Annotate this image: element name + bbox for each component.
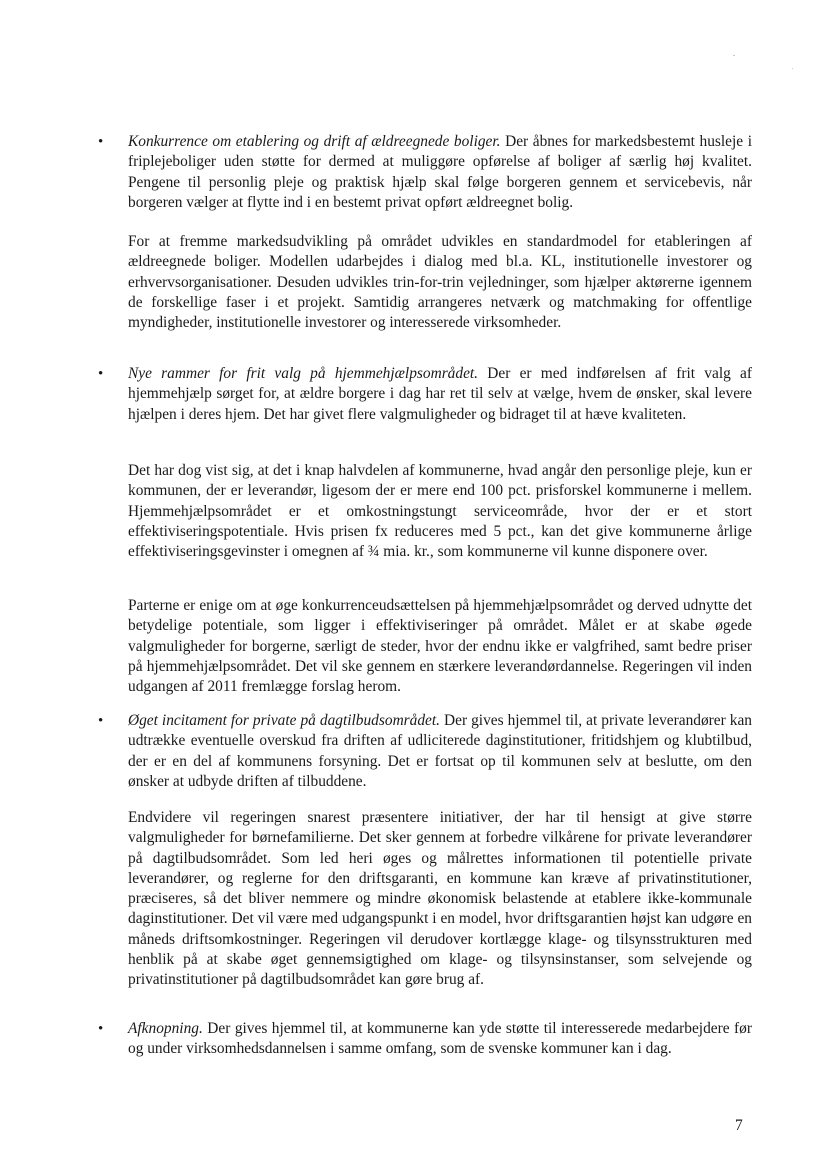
item-heading: Afknopning.	[128, 1020, 203, 1037]
paragraph-text: Det har dog vist sig, at det i knap halvdelen af kommunerne, hvad angår den personlige pleje, kun er kommunen, der er leverandør, ligesom der er mere end 100 pct. prisforskel kommunerne i mellem. Hjemmehjælpsområdet er et omkostningstungt serviceområde, hvor der er et stort effektiviseringspotentiale. Hvis prisen fx reduceres med 5 pct., kan det give kommunerne årlige effektiviseringsgevinster i omegnen af ¾ mia. kr., som kommunerne vil kunne disponere over.	[128, 462, 752, 561]
item-heading: Øget incitament for private på dagtilbudsområdet.	[128, 712, 441, 729]
list-item	[128, 711, 752, 792]
list-item	[128, 364, 752, 425]
scan-speck	[733, 55, 735, 56]
bullet-point: •	[98, 134, 104, 150]
bullet-point: •	[98, 366, 104, 382]
paragraph-text: Endvidere vil regeringen snarest præsentere initiativer, der har til hensigt at give større valgmuligheder for børnefamilierne. Det sker gennem at forbedre vilkårene for private leverandører på dagtilbudsområdet. Som led heri øges og målrettes informationen til potentielle private leverandører, og reglerne for den driftsgaranti, en kommune kan kræve af privatinstitutioner, præciseres, så det bliver nemmere og mindre økonomisk belastende at etablere ikke-kommunale daginstitutioner. Det vil være med udgangspunkt i en model, hvor driftsgarantien højst kan udgøre en måneds driftsomkostninger. Regeringen vil derudover kortlægge klage- og tilsynsstrukturen med henblik på at skabe øget gennemsigtighed om klage- og tilsynsinstanser, som selvejende og privatinstitutioner på dagtilbudsområdet kan gøre brug af.	[128, 809, 752, 989]
list-item	[128, 132, 752, 213]
list-item	[128, 1019, 752, 1060]
body-paragraph	[128, 808, 752, 991]
paragraph-text: Parterne er enige om at øge konkurrenceudsættelsen på hjemmehjælpsområdet og derved udnytte det betydelige potentiale, som ligger i effektiviseringer på området. Målet er at skabe øgede valgmuligheder for borgerne, særligt de steder, hvor der endnu ikke er valgfrihed, samt bedre priser på hjemmehjælpsområdet. Det vil ske gennem en stærkere leverandørdannelse. Regeringen vil inden udgangen af 2011 fremlægge forslag herom.	[128, 597, 752, 696]
body-paragraph	[128, 461, 752, 562]
item-text: Der åbnes for markedsbestemt husleje i friplejeboliger uden støtte for dermed at muliggøre opførelse af boliger af særlig høj kvalitet. Pengene til personlig pleje og praktisk hjælp skal følge borgeren gennem et servicebevis, når borgeren vælger at flytte ind i en bestemt privat opført ældreegnet bolig.	[128, 133, 752, 211]
item-paragraph	[128, 1019, 752, 1060]
body-paragraph	[128, 232, 752, 333]
item-heading: Nye rammer for frit valg på hjemmehjælpsområdet.	[128, 365, 479, 382]
item-paragraph	[128, 711, 752, 792]
item-heading: Konkurrence om etablering og drift af ældreegnede boliger.	[128, 133, 501, 150]
bullet-point: •	[98, 1021, 104, 1037]
item-text: Der gives hjemmel til, at kommunerne kan yde støtte til interesserede medarbejdere før og under virksomhedsdannelsen i samme omfang, som de svenske kommuner kan i dag.	[128, 1020, 752, 1058]
scan-speck	[792, 68, 793, 69]
item-text: Der gives hjemmel til, at private leverandører kan udtrække eventuelle overskud fra driften af udliciterede daginstitutioner, fritidshjem og klubtilbud, der er en del af kommunens forsyning. Det er fortsat op til kommunen selv at beslutte, om den ønsker at udbyde driften af tilbuddene.	[128, 712, 752, 790]
item-paragraph	[128, 364, 752, 425]
paragraph-text: For at fremme markedsudvikling på området udvikles en standardmodel for etableringen af ældreegnede boliger. Modellen udarbejdes i dialog med bl.a. KL, institutionelle investorer og erhvervsorganisationer. Desuden udvikles trin-for-trin vejledninger, som hjælper aktørerne igennem de forskellige faser i et projekt. Samtidig arrangeres netværk og matchmaking for offentlige myndigheder, institutionelle investorer og interesserede virksomheder.	[128, 233, 752, 332]
page-number: 7	[735, 1117, 743, 1134]
body-paragraph	[128, 596, 752, 697]
item-text: Der er med indførelsen af frit valg af hjemmehjælp sørget for, at ældre borgere i dag har ret til selv at vælge, hvem de ønsker, skal levere hjælpen i deres hjem. Det har givet flere valgmuligheder og bidraget til at hæve kvaliteten.	[128, 365, 752, 423]
bullet-point: •	[98, 713, 104, 729]
item-paragraph	[128, 132, 752, 213]
